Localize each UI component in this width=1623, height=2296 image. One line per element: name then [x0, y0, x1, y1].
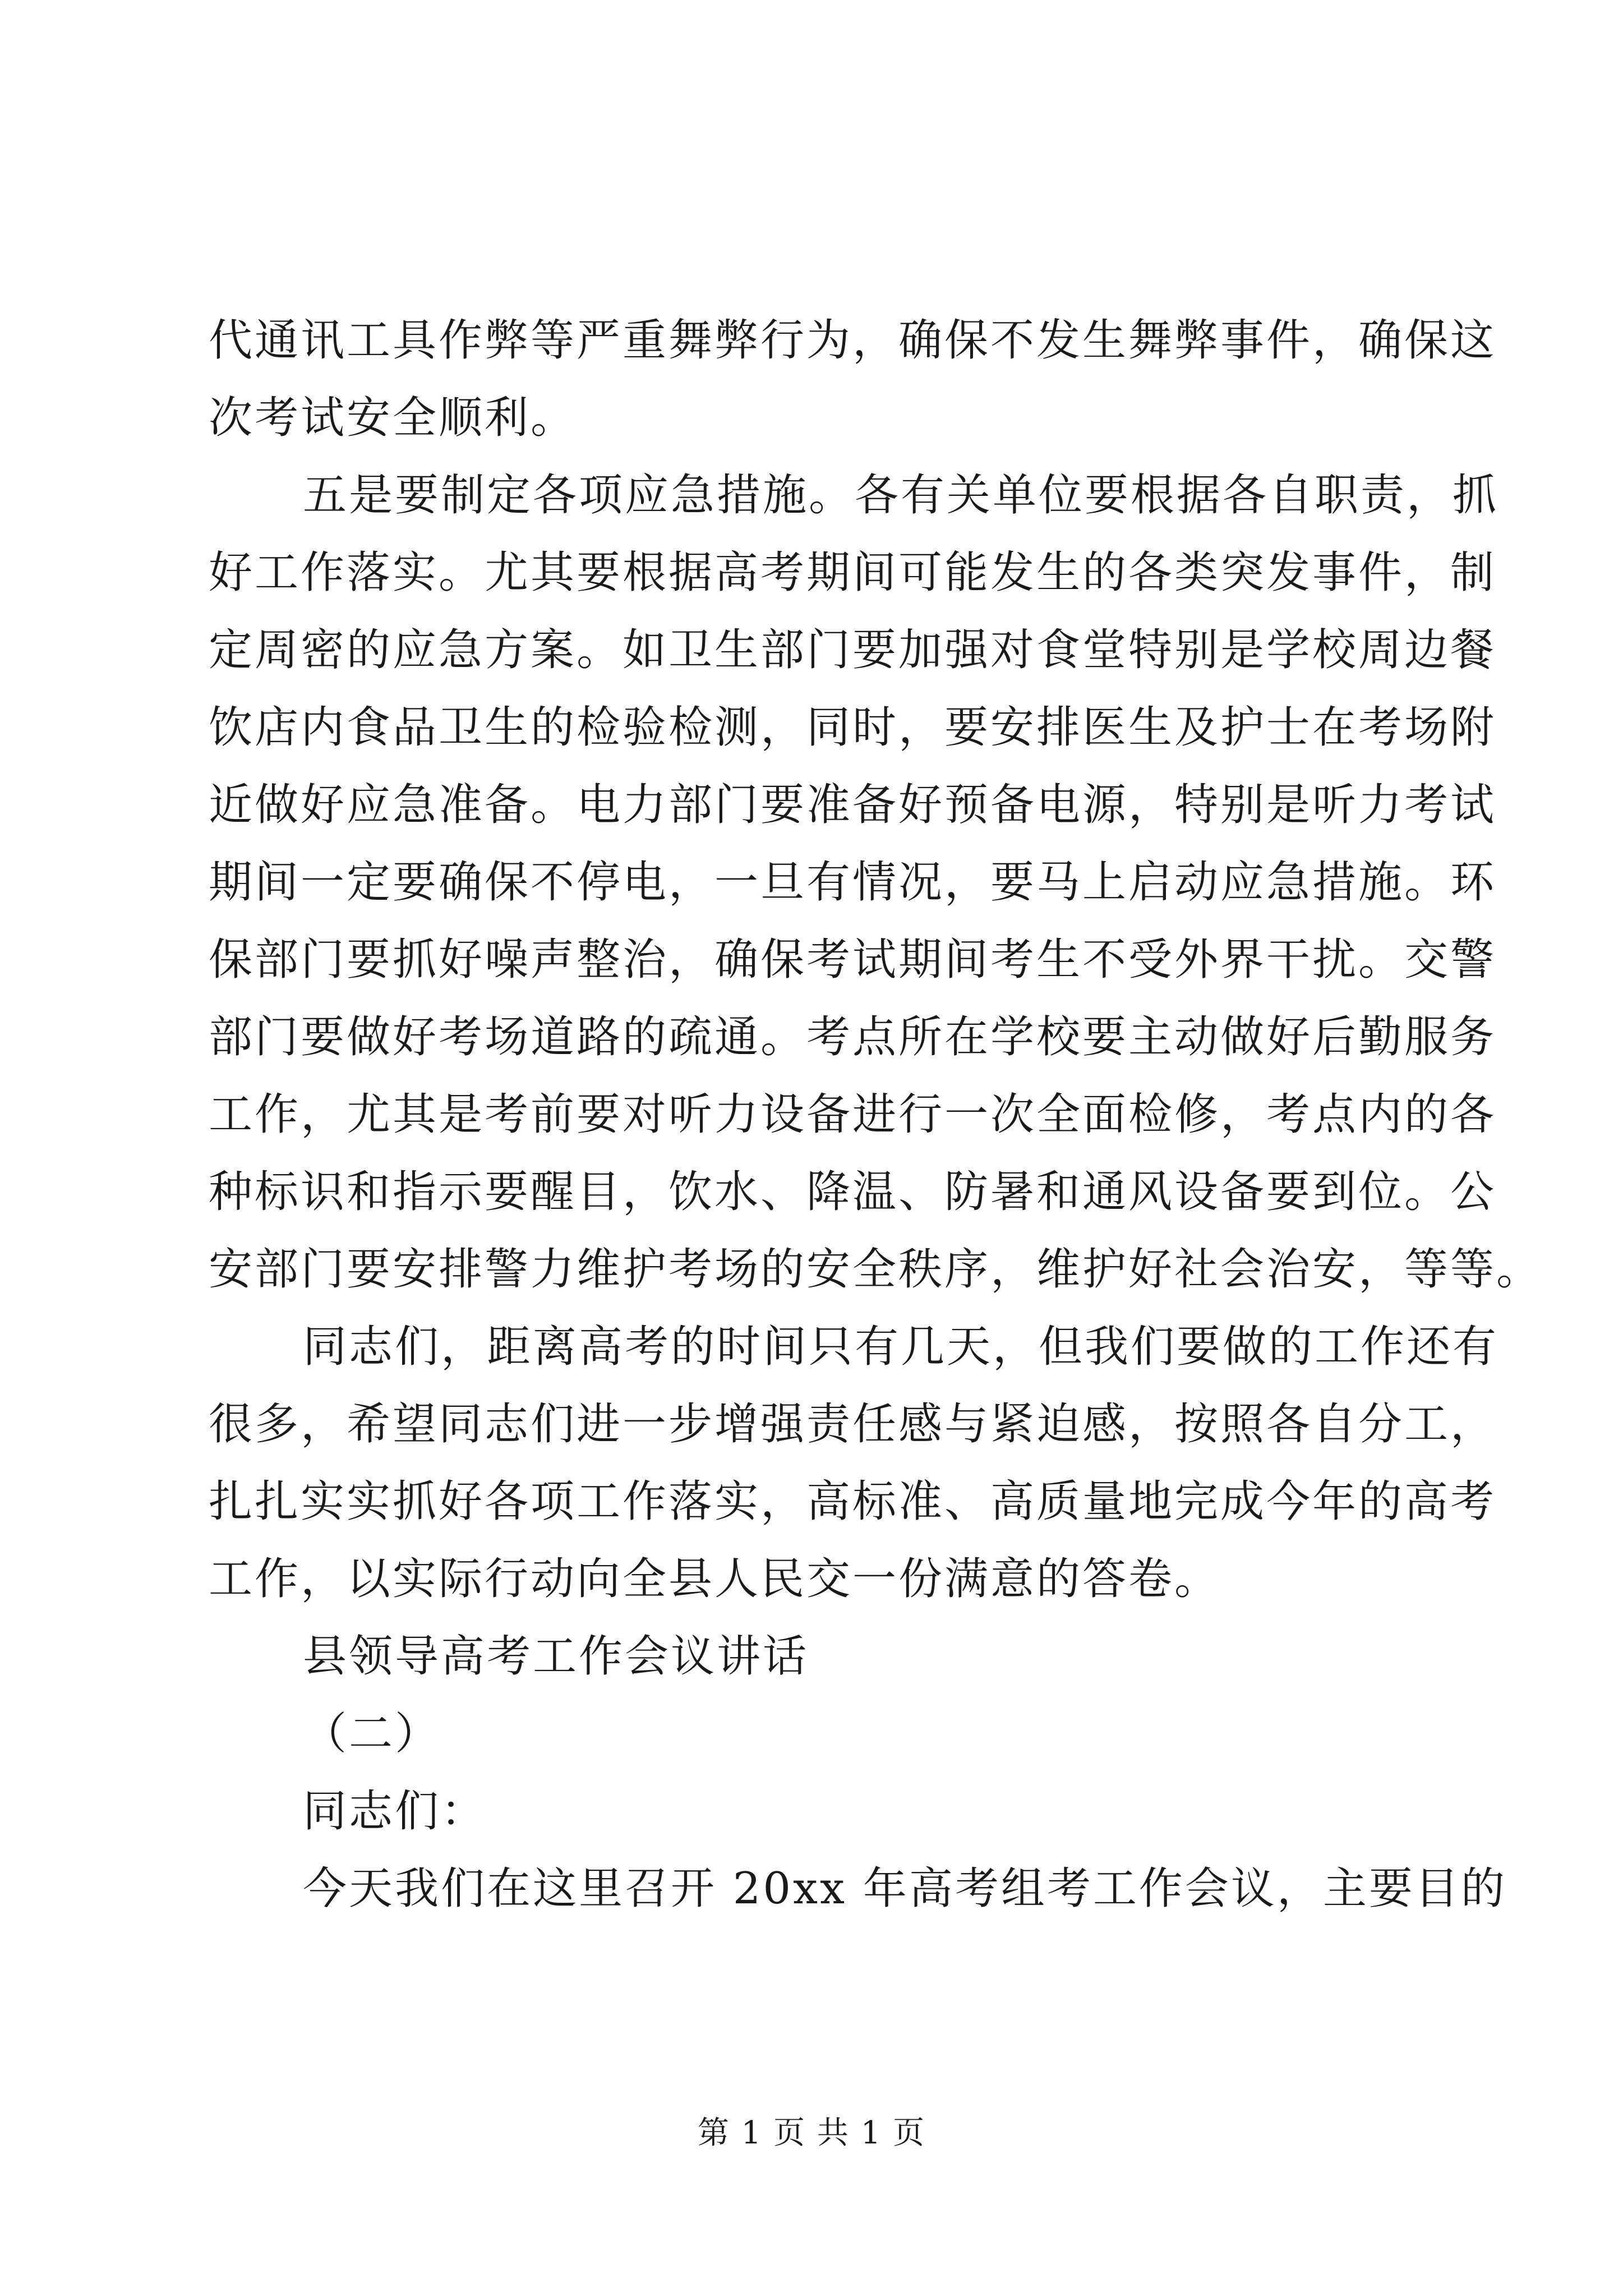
paragraph-start-line: 五是要制定各项应急措施。各有关单位要根据各自职责，抓 [303, 470, 1499, 521]
text-line: 安部门要安排警力维护考场的安全秩序，维护好社会治安，等等。 [209, 1244, 1543, 1295]
text-line: 代通讯工具作弊等严重舞弊行为，确保不发生舞弊事件，确保这 [209, 315, 1497, 366]
text-line: 期间一定要确保不停电，一旦有情况，要马上启动应急措施。环 [209, 857, 1497, 908]
text-line: 饮店内食品卫生的检验检测，同时，要安排医生及护士在考场附 [209, 702, 1497, 753]
text-line: 部门要做好考场道路的疏通。考点所在学校要主动做好后勤服务 [209, 1012, 1497, 1062]
text-line: 工作，以实际行动向全县人民交一份满意的答卷。 [209, 1554, 1221, 1604]
section-number: （二） [303, 1709, 441, 1759]
paragraph-start-line: 今天我们在这里召开 20xx 年高考组考工作会议，主要目的 [303, 1864, 1507, 1914]
text-line: 扎扎实实抓好各项工作落实，高标准、高质量地完成今年的高考 [209, 1476, 1497, 1527]
text-line: 定周密的应急方案。如卫生部门要加强对食堂特别是学校周边餐 [209, 625, 1497, 675]
document-body [209, 302, 1543, 1927]
page-footer: 第 1 页 共 1 页 [697, 2115, 926, 2151]
text-line: 很多，希望同志们进一步增强责任感与紧迫感，按照各自分工， [209, 1399, 1497, 1450]
text-line: 好工作落实。尤其要根据高考期间可能发生的各类突发事件，制 [209, 547, 1497, 598]
salutation: 同志们： [303, 1786, 487, 1837]
text-line: 保部门要抓好噪声整治，确保考试期间考生不受外界干扰。交警 [209, 935, 1497, 985]
text-line: 近做好应急准备。电力部门要准备好预备电源，特别是听力考试 [209, 780, 1497, 830]
paragraph-start-line: 同志们，距离高考的时间只有几天，但我们要做的工作还有 [303, 1322, 1499, 1372]
text-line: 工作，尤其是考前要对听力设备进行一次全面检修，考点内的各 [209, 1089, 1497, 1140]
text-line: 种标识和指示要醒目，饮水、降温、防暑和通风设备要到位。公 [209, 1167, 1497, 1217]
section-title: 县领导高考工作会议讲话 [303, 1631, 809, 1682]
text-line: 次考试安全顺利。 [209, 393, 577, 443]
